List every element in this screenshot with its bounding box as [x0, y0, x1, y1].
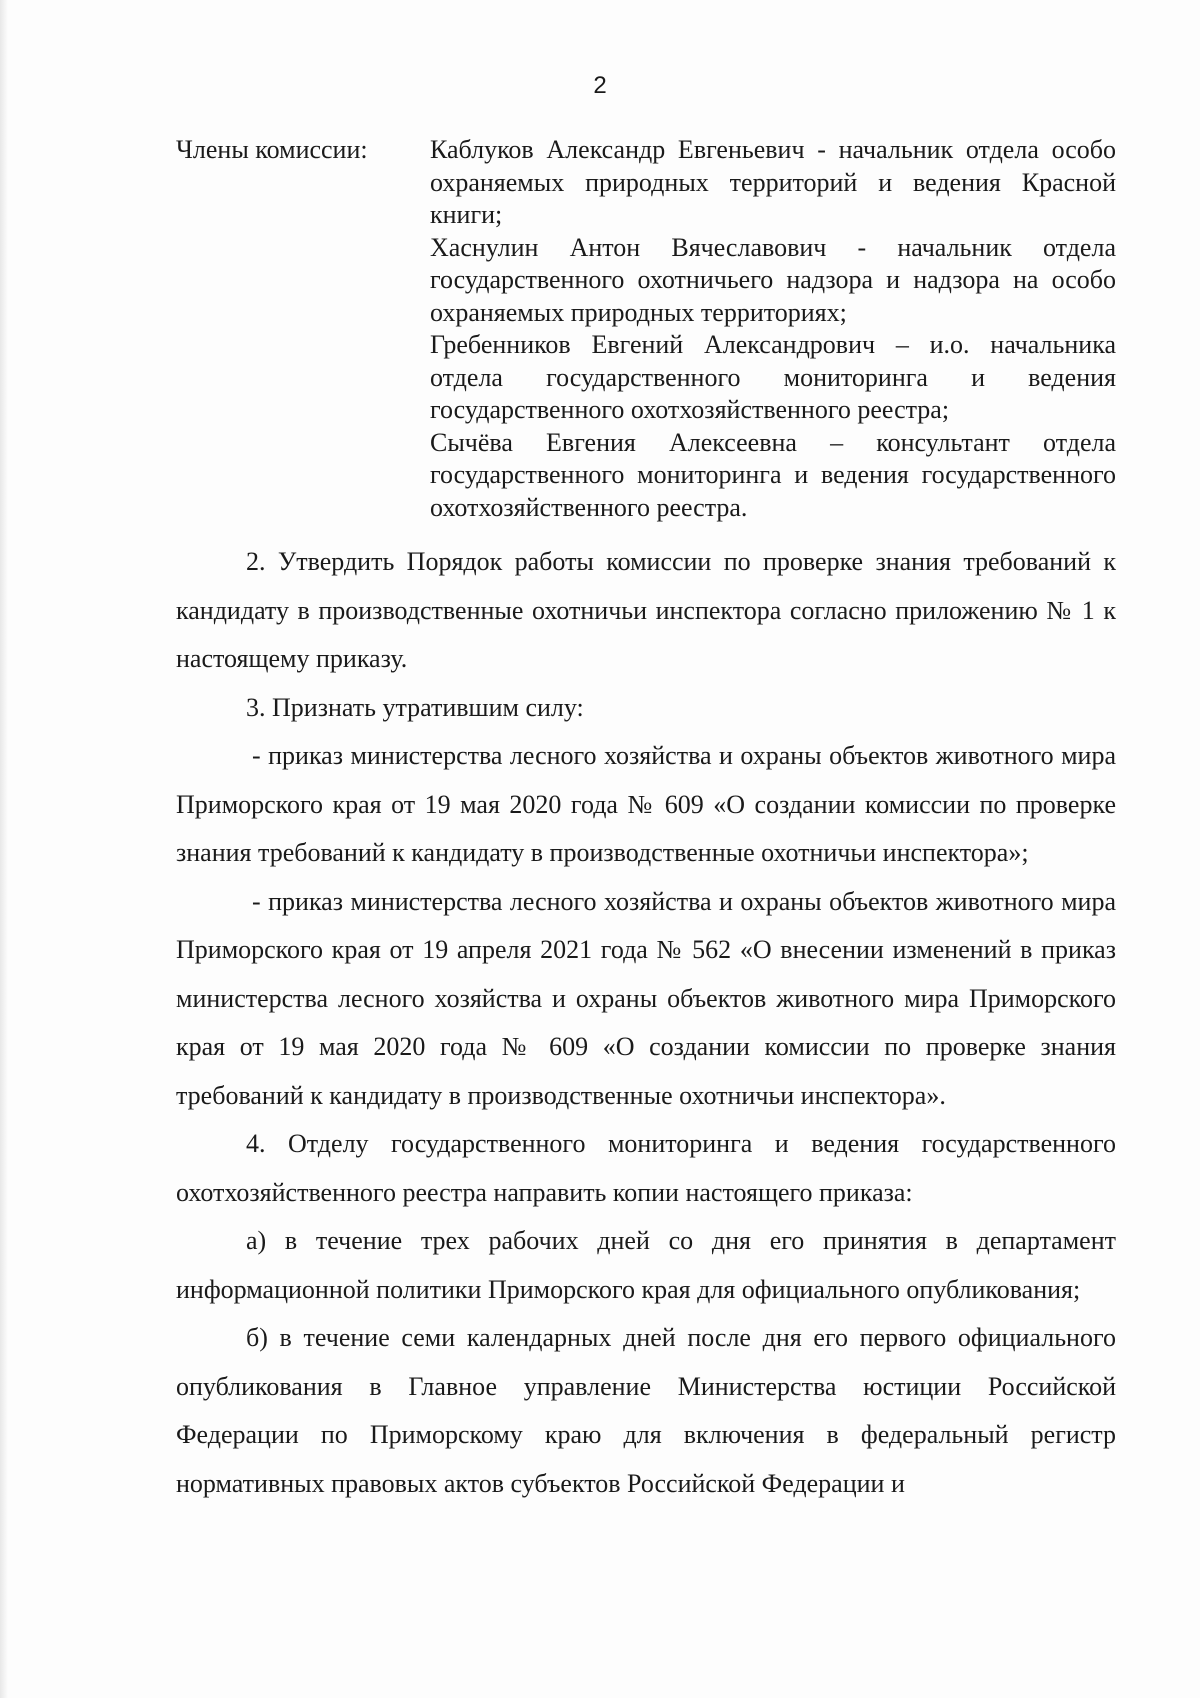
paragraph-send-copies: 4. Отделу государственного мониторинга и ведения государственного охотхозяйственного реестра направить копии настоящего приказа: — [176, 1129, 1116, 1207]
paragraph-repealed-order-562: - приказ министерства лесного хозяйства и охраны объектов животного мира Приморского края от 19 апреля 2021 года № 562 «О внесении изменений в приказ министерства лесного хозяйства и охраны объектов животного мира Приморского края от 19 мая 2020 года № 609 «О создании комиссии по проверке знания требований к кандидату в производственные охотничьи инспектора». — [176, 886, 1116, 1110]
paragraph-repealed-order-609: - приказ министерства лесного хозяйства и охраны объектов животного мира Приморского края от 19 мая 2020 года № 609 «О создании комиссии по проверке знания требований к кандидату в производственные охотничьи инспектора»; — [176, 741, 1116, 867]
commission-members-list — [430, 134, 1116, 524]
document-body — [176, 538, 1116, 1508]
commission-members-label: Члены комиссии: — [176, 135, 368, 164]
paragraph-approve-procedure: 2. Утвердить Порядок работы комиссии по проверке знания требований к кандидату в производственные охотничьи инспектора согласно приложению № 1 к настоящему приказу. — [176, 547, 1116, 673]
commission-members-block — [176, 134, 1116, 524]
scan-edge — [0, 0, 8, 1698]
member-kablukov: Каблуков Александр Евгеньевич - начальник отдела особо охраняемых природных территорий и ведения Красной книги; — [430, 135, 1116, 229]
paragraph-item-a: а) в течение трех рабочих дней со дня его принятия в департамент информационной политики Приморского края для официального опубликования; — [176, 1226, 1116, 1304]
member-khasnulin: Хаснулин Антон Вячеславович - начальник отдела государственного охотничьего надзора и надзора на особо охраняемых природных территориях; — [430, 232, 1116, 327]
member-sycheva: Сычёва Евгения Алексеевна – консультант отдела государственного мониторинга и ведения государственного охотхозяйственного реестра. — [430, 427, 1116, 522]
member-grebennikov: Гребенников Евгений Александрович – и.о. начальника отдела государственного мониторинга и ведения государственного охотхозяйственного реестра; — [430, 330, 1116, 424]
paragraph-item-b: б) в течение семи календарных дней после дня его первого официального опубликования в Главное управление Министерства юстиции Российской Федерации по Приморскому краю для включения в федеральный регистр нормативных правовых актов субъектов Российской Федерации и — [176, 1323, 1116, 1498]
paragraph-repeal-heading: 3. Признать утратившим силу: — [246, 692, 584, 722]
page-number: 2 — [593, 72, 607, 99]
